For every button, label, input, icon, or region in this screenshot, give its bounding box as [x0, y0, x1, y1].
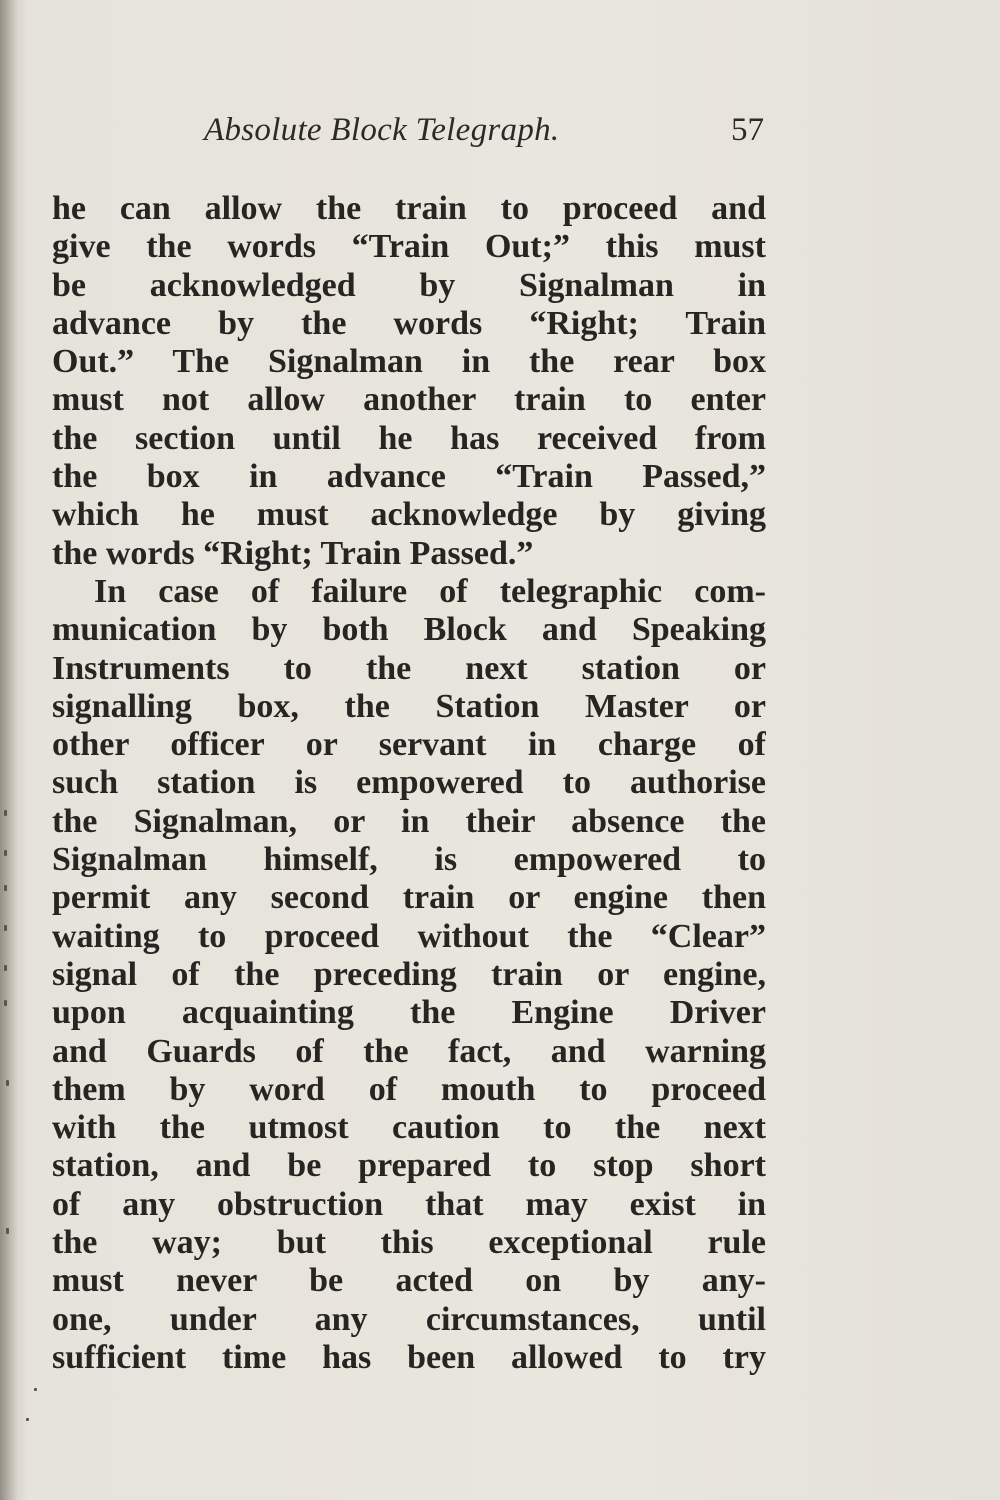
- text-line: of any obstruction that may exist in: [52, 1185, 766, 1223]
- text-line: signal of the preceding train or engine,: [52, 955, 766, 993]
- text-line: upon acquainting the Engine Driver: [52, 994, 766, 1032]
- margin-speck: [6, 1080, 9, 1086]
- margin-speck: [26, 1418, 29, 1421]
- text-line: signalling box, the Station Master or: [52, 687, 766, 725]
- running-title: Absolute Block Telegraph.: [204, 112, 560, 148]
- page-number: 57: [731, 112, 764, 148]
- text-line: must not allow another train to enter: [52, 381, 766, 419]
- margin-speck: [34, 1388, 37, 1391]
- binding-gutter-shadow: [0, 0, 18, 1500]
- text-line: be acknowledged by Signalman in: [52, 266, 766, 304]
- page-header: [200, 112, 768, 152]
- text-line: and Guards of the fact, and warning: [52, 1032, 766, 1070]
- text-line: waiting to proceed without the “Clear”: [52, 917, 766, 955]
- margin-speck: [4, 885, 7, 891]
- text-line: the section until he has received from: [52, 419, 766, 457]
- text-line: the box in advance “Train Passed,”: [52, 458, 766, 496]
- text-line: Out.” The Signalman in the rear box: [52, 343, 766, 381]
- margin-speck: [4, 810, 7, 816]
- body-text: [52, 190, 766, 1377]
- text-line: give the words “Train Out;” this must: [52, 228, 766, 266]
- text-line: In case of failure of telegraphic com-: [94, 572, 766, 610]
- margin-speck: [4, 850, 7, 856]
- text-line: which he must acknowledge by giving: [52, 496, 766, 534]
- text-line: permit any second train or engine then: [52, 879, 766, 917]
- text-line: munication by both Block and Speaking: [52, 611, 766, 649]
- text-line: the words “Right; Train Passed.”: [52, 534, 534, 572]
- margin-speck: [4, 965, 7, 971]
- text-line: he can allow the train to proceed and: [52, 190, 766, 227]
- text-line: must never be acted on by any-: [52, 1262, 766, 1300]
- text-line: station, and be prepared to stop short: [52, 1147, 766, 1185]
- text-line: one, under any circumstances, until: [52, 1300, 766, 1338]
- text-line: such station is empowered to authorise: [52, 764, 766, 802]
- text-line: them by word of mouth to proceed: [52, 1070, 766, 1108]
- text-line: the way; but this exceptional rule: [52, 1224, 766, 1262]
- margin-speck: [4, 1000, 7, 1006]
- text-line: Signalman himself, is empowered to: [52, 841, 766, 879]
- text-line: Instruments to the next station or: [52, 649, 766, 687]
- margin-speck: [6, 1228, 9, 1234]
- text-line: the Signalman, or in their absence the: [52, 802, 766, 840]
- text-line: advance by the words “Right; Train: [52, 304, 766, 342]
- text-line: other officer or servant in charge of: [52, 726, 766, 764]
- text-line: sufficient time has been allowed to try: [52, 1338, 766, 1376]
- text-line: with the utmost caution to the next: [52, 1109, 766, 1147]
- margin-speck: [4, 925, 7, 931]
